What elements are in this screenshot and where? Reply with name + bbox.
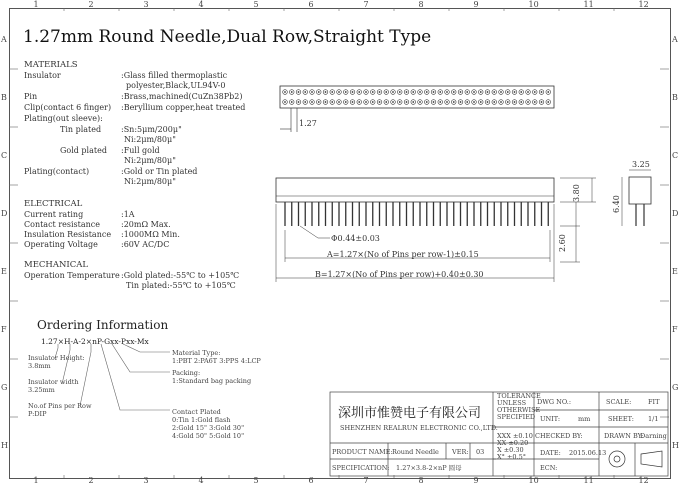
grid-column-label: 2 (88, 0, 94, 9)
resistance-label: Contact resistance (24, 220, 100, 229)
pin-hole-center (379, 91, 381, 93)
tin-plated-value-2: Ni:2μm/80μ" (124, 135, 176, 144)
pin-hole-center (514, 101, 516, 103)
gold-plated-value-2: Ni:2μm/80μ" (124, 156, 176, 165)
grid-column-label: 4 (198, 476, 204, 485)
grid-row-label: F (672, 325, 678, 334)
pin-hole-center (365, 91, 367, 93)
pin-hole-center (433, 101, 435, 103)
front-view (276, 178, 596, 282)
clip-label: Clip(contact 6 finger) (24, 103, 112, 112)
dimension-b: B=1.27×(No of Pins per row)+0.40±0.30 (315, 270, 484, 279)
plating-sleeve-label: Plating(out sleeve): (24, 114, 103, 123)
pin-hole-center (392, 91, 394, 93)
pin-hole-center (304, 91, 306, 93)
contact-plated-row-1: 0:Tin 1:Gold flash (172, 416, 231, 424)
drawn-by-label: DRAWN BY: (604, 432, 644, 440)
electrical-heading: ELECTRICAL (24, 199, 83, 209)
temperature-value-1: :Gold plated:-55℃ to +105℃ (121, 271, 240, 280)
pin-hole-center (527, 91, 529, 93)
pin-height-dimension: 2.60 (558, 234, 567, 252)
grid-column-label: 4 (198, 0, 204, 9)
sheet-label: SHEET: (608, 415, 634, 423)
grid-row-label: H (1, 441, 8, 450)
pin-hole-center (480, 91, 482, 93)
pin-hole-center (520, 101, 522, 103)
pin-hole-center (527, 101, 529, 103)
pin-hole-center (446, 91, 448, 93)
grid-column-label: 11 (583, 476, 594, 485)
pin-hole-center (318, 101, 320, 103)
pin-hole-center (507, 101, 509, 103)
grid-column-label: 10 (528, 476, 539, 485)
dimension-a: A=1.27×(No of Pins per row-1)±0.15 (327, 250, 479, 259)
side-view (622, 170, 651, 226)
grid-row-label: B (672, 93, 678, 102)
grid-column-label: 6 (308, 476, 314, 485)
pin-hole-center (406, 101, 408, 103)
body-height-dimension: 3.80 (572, 184, 581, 202)
pin-hole-center (399, 91, 401, 93)
projection-symbol-icon (609, 451, 662, 467)
ordering-heading: Ordering Information (37, 318, 169, 332)
grid-column-label: 8 (418, 0, 424, 9)
pin-hole-center (385, 101, 387, 103)
pin-hole-center (412, 101, 414, 103)
pin-hole-center (433, 91, 435, 93)
side-width-dimension: 3.25 (632, 160, 650, 169)
company-name-en: SHENZHEN REALRUN ELECTRONIC CO.,LTD. (340, 424, 498, 432)
pin-hole-center (338, 101, 340, 103)
pin-hole-center (547, 101, 549, 103)
insulator-width-label: Insulator width (28, 378, 79, 386)
pin-hole-center (358, 101, 360, 103)
pin-hole-center (385, 91, 387, 93)
current-label: Current rating (24, 210, 84, 219)
gold-plated-label: Gold plated (60, 146, 107, 155)
grid-row-label: G (1, 383, 8, 392)
pin-hole-center (426, 101, 428, 103)
date-value: 2015.06.13 (569, 449, 607, 457)
pins-per-row-value: P:DIP (28, 410, 47, 418)
pin-hole-center (453, 91, 455, 93)
pin-hole-center (298, 91, 300, 93)
grid-column-label: 11 (583, 0, 594, 9)
grid-column-label: 9 (473, 0, 479, 9)
pin-hole-center (345, 91, 347, 93)
product-name-value: Round Needle (392, 448, 439, 456)
pin-hole-center (365, 101, 367, 103)
pin-hole-center (466, 101, 468, 103)
pin-hole-center (547, 91, 549, 93)
tin-plated-value-1: :Sn:5μm/200μ" (121, 125, 182, 134)
pin-hole-center (446, 101, 448, 103)
grid-column-label: 5 (253, 476, 259, 485)
top-view (280, 86, 554, 132)
drawn-by-value: Darning (640, 432, 667, 440)
pin-hole-center (379, 101, 381, 103)
pin-hole-center (284, 101, 286, 103)
grid-column-label: 8 (418, 476, 424, 485)
resistance-value: :20mΩ Max. (121, 220, 171, 229)
version-value: 03 (476, 448, 485, 456)
insulator-label: Insulator (24, 71, 61, 80)
pin-hole-center (480, 101, 482, 103)
grid-row-label: E (1, 267, 7, 276)
grid-column-label: 10 (528, 0, 539, 9)
grid-column-label: 2 (88, 476, 94, 485)
pin-hole-center (500, 91, 502, 93)
tin-plated-label: Tin plated (60, 125, 102, 134)
grid-row-label: A (1, 35, 7, 44)
gold-plated-value-1: :Full gold (121, 146, 160, 155)
pin-hole-center (507, 91, 509, 93)
grid-row-label: G (672, 383, 679, 392)
pin-hole-center (399, 101, 401, 103)
pin-hole-center (419, 101, 421, 103)
pin-hole-center (392, 101, 394, 103)
grid-column-label: 12 (638, 0, 649, 9)
grid-column-label: 9 (473, 476, 479, 485)
ordering-code: 1.27×H-A-2×nP-Gxx-Pxx-Mx (41, 337, 149, 346)
pin-hole-center (412, 91, 414, 93)
pin-hole-center (473, 91, 475, 93)
dwg-no-label: DWG NO.: (537, 398, 572, 406)
pin-hole-center (473, 101, 475, 103)
grid-row-label: A (672, 35, 678, 44)
pin-diameter-dimension: Φ0.44±0.03 (331, 234, 380, 243)
pin-hole-center (345, 101, 347, 103)
pin-hole-center (493, 101, 495, 103)
sheet-value: 1/1 (648, 415, 659, 423)
insulation-label: Insulation Resistance (24, 230, 112, 239)
grid-column-label: 6 (308, 0, 314, 9)
checked-by-label: CHECKED BY: (535, 432, 583, 440)
pin-hole-center (331, 91, 333, 93)
grid-column-label: 1 (33, 476, 39, 485)
temperature-value-2: Tin plated:-55℃ to +105℃ (126, 281, 236, 290)
pin-hole-center (439, 91, 441, 93)
grid-column-label: 7 (363, 0, 369, 9)
pin-hole-center (500, 101, 502, 103)
tolerance-values: XXX ±0.10 XX ±0.20 X ±0.30 X° ±0.5° (497, 432, 533, 461)
packing-value: 1:Standard bag packing (172, 377, 252, 385)
pin-hole-center (534, 101, 536, 103)
product-name-label: PRODUCT NAME: (332, 448, 393, 456)
grid-column-label: 3 (143, 476, 149, 485)
ecn-label: ECN: (540, 464, 558, 472)
unit-value: mm (578, 415, 591, 423)
pin-hole-center (426, 91, 428, 93)
pin-hole-center (419, 91, 421, 93)
pin-hole-center (304, 101, 306, 103)
pin-hole-center (318, 91, 320, 93)
grid-row-label: B (1, 93, 7, 102)
pin-hole-center (466, 91, 468, 93)
insulator-value-2: polyester,Black,UL94V-0 (126, 81, 226, 90)
specification-value: 1.27×3.8-2×nP 圆母 (396, 464, 462, 472)
pin-hole-center (325, 91, 327, 93)
pin-hole-center (406, 91, 408, 93)
insulator-height-label: Insulator Height: (28, 354, 85, 362)
pin-hole-center (514, 91, 516, 93)
side-height-dimension: 6.40 (612, 195, 621, 213)
specification-label: SPECIFICATION: (332, 464, 390, 472)
pin-hole-center (487, 101, 489, 103)
pin-hole-center (338, 91, 340, 93)
grid-row-label: D (672, 209, 679, 218)
pin-hole-center (325, 101, 327, 103)
pin-hole-center (291, 101, 293, 103)
tolerance-label: TOLERANCE UNLESS OTHERWISE SPECIFIED (497, 392, 541, 421)
pins-per-row-label: No.of Pins per Row (28, 402, 92, 410)
pin-value: :Brass,machined(CuZn38Pb2) (121, 92, 243, 101)
company-name-cn: 深圳市惟赞电子有限公司 (338, 406, 482, 421)
mechanical-heading: MECHANICAL (24, 260, 89, 270)
insulation-value: :1000MΩ Min. (121, 230, 180, 239)
pin-hole-center (291, 91, 293, 93)
ordering-leaders (55, 344, 170, 410)
scale-label: SCALE: (606, 398, 632, 406)
material-type-value: 1:PBT 2:PA6T 3:PPS 4:LCP (172, 357, 261, 365)
version-label: VER: (452, 448, 469, 456)
material-type-label: Material Type: (172, 349, 221, 357)
pin-hole-center (534, 91, 536, 93)
pin-hole-center (311, 91, 313, 93)
voltage-label: Operating Voltage (24, 240, 98, 249)
grid-column-label: 12 (638, 476, 649, 485)
grid-row-label: C (672, 151, 679, 160)
contact-plated-label: Contact Plated (172, 408, 221, 416)
grid-column-label: 3 (143, 0, 149, 9)
unit-label: UNIT: (540, 415, 561, 423)
pin-hole-center (358, 91, 360, 93)
pin-hole-center (298, 101, 300, 103)
drawing-title: 1.27mm Round Needle,Dual Row,Straight Type (23, 27, 432, 47)
pin-hole-center (493, 91, 495, 93)
grid-row-label: C (1, 151, 8, 160)
grid-column-label: 7 (363, 476, 369, 485)
pin-hole-center (541, 91, 543, 93)
pin-hole-center (520, 91, 522, 93)
clip-value: :Beryllium copper,heat treated (121, 103, 246, 112)
pin-hole-center (541, 101, 543, 103)
grid-column-label: 1 (33, 0, 39, 9)
insulator-value-1: :Glass filled thermoplastic (121, 71, 228, 80)
plating-contact-value-2: Ni:2μm/80μ" (124, 177, 176, 186)
contact-plated-row-2: 2:Gold 15" 3:Gold 30" (172, 424, 245, 432)
temperature-label: Operation Temperature (24, 271, 120, 280)
pin-hole-center (453, 101, 455, 103)
voltage-value: :60V AC/DC (121, 240, 170, 249)
grid-row-label: H (672, 441, 679, 450)
pin-hole-center (439, 101, 441, 103)
plating-contact-value-1: :Gold or Tin plated (121, 167, 198, 176)
pin-hole-center (284, 91, 286, 93)
pin-hole-center (352, 91, 354, 93)
plating-contact-label: Plating(contact) (24, 167, 90, 176)
pitch-dimension: 1.27 (299, 119, 317, 128)
pin-hole-center (352, 101, 354, 103)
current-value: :1A (121, 210, 135, 219)
insulator-width-value: 3.25mm (28, 386, 55, 394)
packing-label: Packing: (172, 369, 201, 377)
pin-hole-center (372, 91, 374, 93)
grid-column-label: 5 (253, 0, 259, 9)
insulator-height-value: 3.8mm (28, 362, 51, 370)
pin-hole-center (372, 101, 374, 103)
materials-heading: MATERIALS (24, 60, 78, 70)
grid-row-label: F (1, 325, 7, 334)
contact-plated-row-3: 4:Gold 50" 5:Gold 10" (172, 432, 245, 440)
pin-hole-center (460, 101, 462, 103)
date-label: DATE: (540, 449, 561, 457)
pin-hole-center (331, 101, 333, 103)
pin-hole-center (487, 91, 489, 93)
scale-value: FIT (648, 398, 660, 406)
grid-row-label: E (672, 267, 678, 276)
pin-label: Pin (24, 92, 38, 101)
pin-hole-center (460, 91, 462, 93)
pin-hole-center (311, 101, 313, 103)
grid-row-label: D (1, 209, 8, 218)
